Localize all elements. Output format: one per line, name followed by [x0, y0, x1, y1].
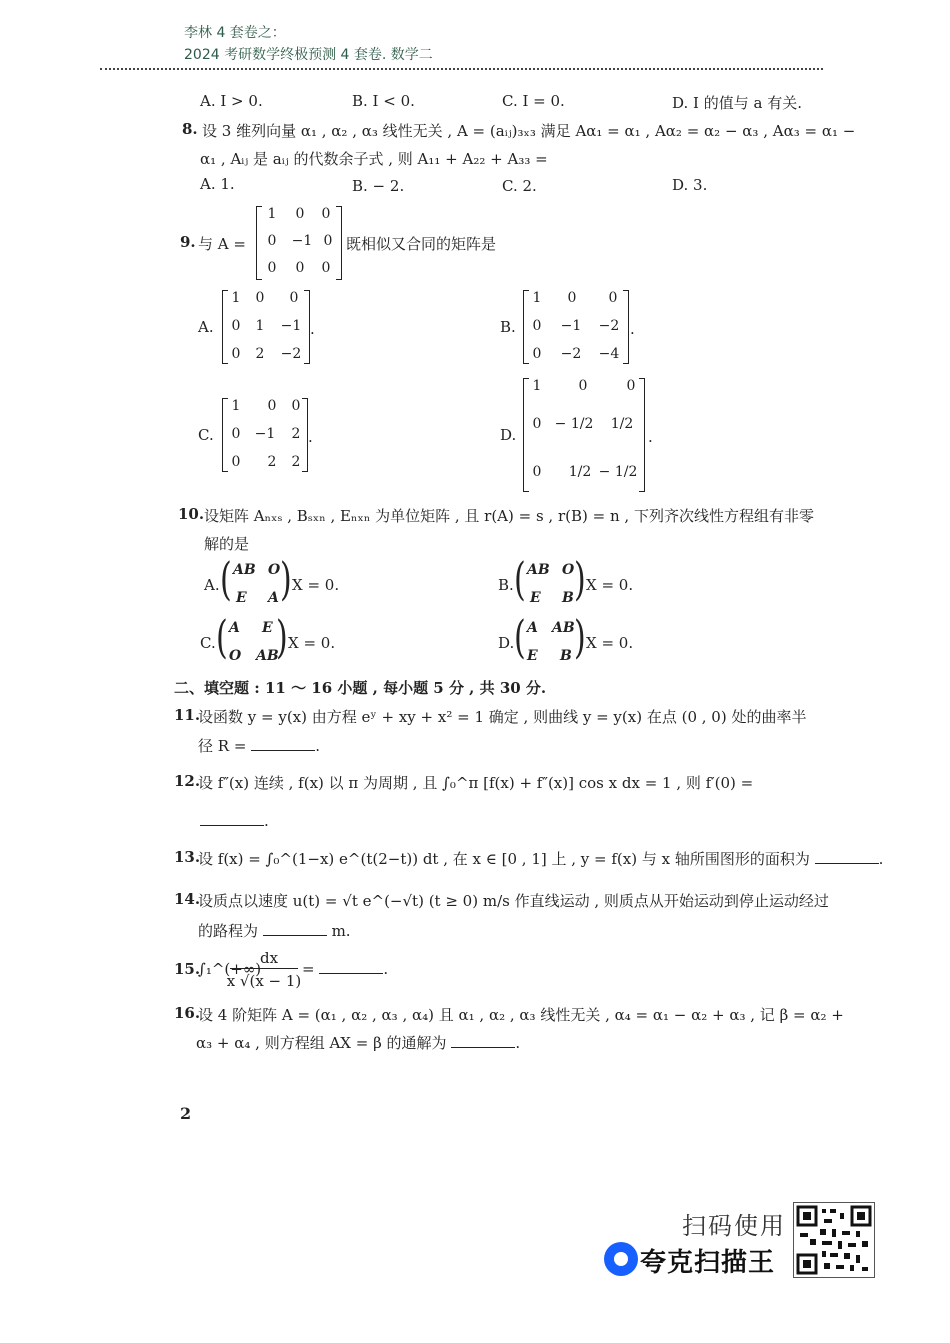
matrix-cell: 0 — [267, 233, 277, 249]
q9-option-c-period: . — [308, 428, 313, 446]
q15-number: 15. — [174, 960, 201, 978]
matrix-cell: −2 — [280, 346, 302, 362]
matrix-cell: 0 — [255, 290, 265, 306]
matrix-cell: 1/2 — [568, 464, 592, 480]
q10-a-left-paren: ( — [220, 554, 232, 607]
matrix-cell: 0 — [231, 454, 241, 470]
q7-option-d: D. I 的值与 a 有关. — [672, 94, 802, 112]
q11-stem-text: 径 R = — [198, 737, 247, 755]
q16-stem-text: α₃ + α₄ , 则方程组 AX = β 的通解为 — [196, 1034, 447, 1052]
q16-stem-line1: 设 4 阶矩阵 A = (α₁ , α₂ , α₃ , α₄) 且 α₁ , α₂ , α₃ 线性无关 , α₄ = α₁ − α₂ + α₃ , 记 β = α₂ + — [198, 1006, 844, 1024]
q8-stem-line1: 设 3 维列向量 α₁ , α₂ , α₃ 线性无关 , A = (aᵢⱼ)₃ₓ₃ 满足 Aα₁ = α₁ , Aα₂ = α₂ − α₃ , Aα₃ = α₁ − — [202, 122, 856, 140]
q8-option-d: D. 3. — [672, 176, 708, 194]
q12-end: . — [264, 812, 269, 830]
qr-code-icon[interactable] — [793, 1202, 875, 1278]
matrix-cell: 0 — [532, 318, 542, 334]
q11-stem-line1: 设函数 y = y(x) 由方程 eʸ + xy + x² = 1 确定 , 则曲线 y = y(x) 在点 (0 , 0) 处的曲率半 — [198, 708, 807, 726]
q10-option-d-rhs: X = 0. — [586, 634, 634, 652]
q10-option-c-rhs: X = 0. — [288, 634, 336, 652]
matrix-cell: 0 — [267, 260, 277, 276]
matrix-cell: −2 — [598, 318, 620, 334]
q10-a-right-paren: ) — [280, 554, 292, 607]
q9-option-b-period: . — [630, 320, 635, 338]
q9-option-a-matrix — [222, 290, 310, 364]
header-series-title: 李林 4 套卷之： — [184, 25, 286, 41]
q11-end: . — [315, 737, 320, 755]
block-cell: AB — [527, 562, 550, 578]
block-cell: A — [229, 620, 240, 636]
q13-number: 13. — [174, 848, 201, 866]
matrix-cell: 2 — [291, 454, 301, 470]
q15-integral-sign: ∫₁^(+∞) — [198, 960, 262, 978]
matrix-cell: 2 — [255, 346, 265, 362]
matrix-cell: − 1/2 — [554, 416, 594, 432]
q14-number: 14. — [174, 890, 201, 908]
q15-fraction-bar — [230, 968, 298, 969]
q10-b-right-paren: ) — [574, 554, 586, 607]
q10-c-right-paren: ) — [276, 612, 288, 665]
block-cell: E — [236, 590, 247, 606]
q9-option-c-label: C. — [198, 426, 214, 444]
matrix-cell: 0 — [295, 260, 305, 276]
matrix-cell: 0 — [532, 346, 542, 362]
block-cell: AB — [552, 620, 575, 636]
q8-option-b: B. − 2. — [352, 177, 405, 195]
q8-stem-line2: α₁ , Aᵢⱼ 是 aᵢⱼ 的代数余子式 , 则 A₁₁ + A₂₂ + A₃₃ = — [200, 150, 548, 168]
matrix-cell: −1 — [560, 318, 582, 334]
matrix-cell: 0 — [231, 426, 241, 442]
section-fill-in-heading: 二、填空题 : 11 ～ 16 小题 , 每小题 5 分 , 共 30 分. — [174, 679, 547, 697]
q10-d-right-paren: ) — [574, 612, 586, 665]
q9-option-d-matrix — [523, 378, 645, 492]
matrix-cell: −1 — [291, 233, 313, 249]
q15-answer — [302, 960, 388, 978]
q9-option-b-matrix — [523, 290, 629, 364]
scanner-caption: 扫码使用 — [682, 1212, 786, 1240]
q11-number: 11. — [174, 706, 201, 724]
q10-number: 10. — [178, 505, 205, 523]
q14-stem-line2 — [198, 920, 351, 941]
q16-answer-blank[interactable] — [451, 1035, 515, 1048]
matrix-cell: −1 — [254, 426, 276, 442]
q10-option-c-label: C. — [200, 634, 216, 652]
matrix-cell: 1 — [255, 318, 265, 334]
q15-end: . — [383, 960, 389, 978]
q16-stem-line2 — [196, 1032, 520, 1053]
block-cell: E — [262, 620, 273, 636]
matrix-cell: −1 — [280, 318, 302, 334]
matrix-cell: 1 — [231, 290, 241, 306]
q10-c-left-paren: ( — [216, 612, 228, 665]
matrix-cell: 0 — [231, 346, 241, 362]
block-cell: E — [527, 648, 538, 664]
matrix-cell: 0 — [267, 398, 277, 414]
matrix-cell: 0 — [608, 290, 618, 306]
q10-b-left-paren: ( — [514, 554, 526, 607]
block-cell: O — [268, 562, 281, 578]
matrix-cell: 0 — [578, 378, 588, 394]
q10-option-b-label: B. — [498, 576, 514, 594]
q16-end: . — [515, 1034, 521, 1052]
q9-number: 9. — [180, 233, 196, 251]
qr-code-graphic — [794, 1203, 874, 1277]
matrix-cell: 1 — [532, 290, 542, 306]
matrix-cell: 1 — [532, 378, 542, 394]
q7-option-c: C. I = 0. — [502, 92, 565, 110]
q11-stem-line2 — [198, 735, 320, 756]
q9-prefix: 与 A = — [198, 235, 246, 253]
q8-number: 8. — [182, 120, 198, 138]
q13-stem-text: 设 f(x) = ∫₀^(1−x) e^(t(2−t)) dt , 在 x ∈ [0 , 1] 上 , y = f(x) 与 x 轴所围图形的面积为 — [198, 850, 810, 868]
q9-option-d-label: D. — [500, 426, 517, 444]
block-cell: E — [530, 590, 541, 606]
matrix-cell: 0 — [323, 233, 333, 249]
matrix-cell: 0 — [289, 290, 299, 306]
q13-stem — [198, 848, 883, 869]
q10-option-a-rhs: X = 0. — [292, 576, 340, 594]
q10-d-left-paren: ( — [514, 612, 526, 665]
q15-answer-blank[interactable] — [319, 961, 383, 974]
q13-answer-blank[interactable] — [815, 851, 879, 864]
matrix-cell: 0 — [291, 398, 301, 414]
q10-stem-line1: 设矩阵 Aₙₓₛ , Bₛₓₙ , Eₙₓₙ 为单位矩阵 , 且 r(A) = s , r(B) = n , 下列齐次线性方程组有非零 — [204, 507, 814, 525]
q13-end: . — [878, 850, 884, 868]
q9-matrix-a — [256, 206, 342, 280]
block-cell: O — [229, 648, 242, 664]
matrix-cell: 1/2 — [610, 416, 634, 432]
q10-option-a-label: A. — [204, 576, 220, 594]
q12-stem-line1: 设 f″(x) 连续 , f(x) 以 π 为周期 , 且 ∫₀^π [f(x) + f″(x)] cos x dx = 1 , 则 f′(0) = — [198, 774, 754, 792]
q14-answer-blank[interactable] — [263, 923, 327, 936]
header-divider — [100, 68, 823, 70]
block-cell: A — [268, 590, 279, 606]
block-cell: O — [562, 562, 575, 578]
q9-option-a-label: A. — [198, 318, 214, 336]
matrix-cell: 0 — [567, 290, 577, 306]
q9-option-a-period: . — [310, 320, 315, 338]
q15-equals: = — [302, 960, 315, 978]
block-cell: B — [562, 590, 574, 606]
q10-stem-line2: 解的是 — [204, 535, 250, 553]
q9-option-b-label: B. — [500, 318, 516, 336]
q7-option-b: B. I < 0. — [352, 92, 415, 110]
quark-logo-icon — [604, 1242, 638, 1276]
q9-option-d-period: . — [648, 428, 653, 446]
matrix-cell: 2 — [267, 454, 277, 470]
q9-suffix: 既相似又合同的矩阵是 — [346, 235, 497, 253]
page-number: 2 — [180, 1104, 192, 1123]
matrix-cell: 0 — [321, 260, 331, 276]
scanner-app-name: 夸克扫描王 — [640, 1248, 776, 1278]
q7-option-a: A. I > 0. — [200, 92, 263, 110]
q14-unit: m. — [331, 922, 351, 940]
matrix-cell: 0 — [532, 416, 542, 432]
q14-stem-line1: 设质点以速度 u(t) = √t e^(−√t) (t ≥ 0) m/s 作直线运动 , 则质点从开始运动到停止运动经过 — [198, 892, 829, 910]
q8-option-c: C. 2. — [502, 177, 537, 195]
matrix-cell: 0 — [231, 318, 241, 334]
q10-option-b-rhs: X = 0. — [586, 576, 634, 594]
matrix-cell: 2 — [291, 426, 301, 442]
matrix-cell: − 1/2 — [598, 464, 638, 480]
q15-numerator: dx — [259, 949, 279, 967]
matrix-cell: 0 — [321, 206, 331, 222]
matrix-cell: 0 — [295, 206, 305, 222]
q16-number: 16. — [174, 1004, 201, 1022]
block-cell: A — [527, 620, 538, 636]
matrix-cell: −2 — [560, 346, 582, 362]
matrix-cell: −4 — [598, 346, 620, 362]
q11-answer-blank[interactable] — [251, 738, 315, 751]
matrix-cell: 0 — [532, 464, 542, 480]
matrix-cell: 1 — [267, 206, 277, 222]
q14-stem-text: 的路程为 — [198, 922, 259, 940]
matrix-cell: 0 — [626, 378, 636, 394]
q8-option-a: A. 1. — [200, 175, 235, 193]
block-cell: B — [560, 648, 572, 664]
block-cell: AB — [256, 648, 279, 664]
q12-number: 12. — [174, 772, 201, 790]
q10-option-d-label: D. — [498, 634, 515, 652]
block-cell: AB — [233, 562, 256, 578]
header-book-title: 2024 考研数学终极预测 4 套卷. 数学二 — [184, 47, 433, 63]
q9-option-c-matrix — [222, 398, 308, 472]
q15-denominator: x √(x − 1) — [226, 972, 302, 990]
q12-answer-blank[interactable] — [200, 813, 264, 826]
matrix-cell: 1 — [231, 398, 241, 414]
q12-answer-line — [200, 812, 269, 830]
